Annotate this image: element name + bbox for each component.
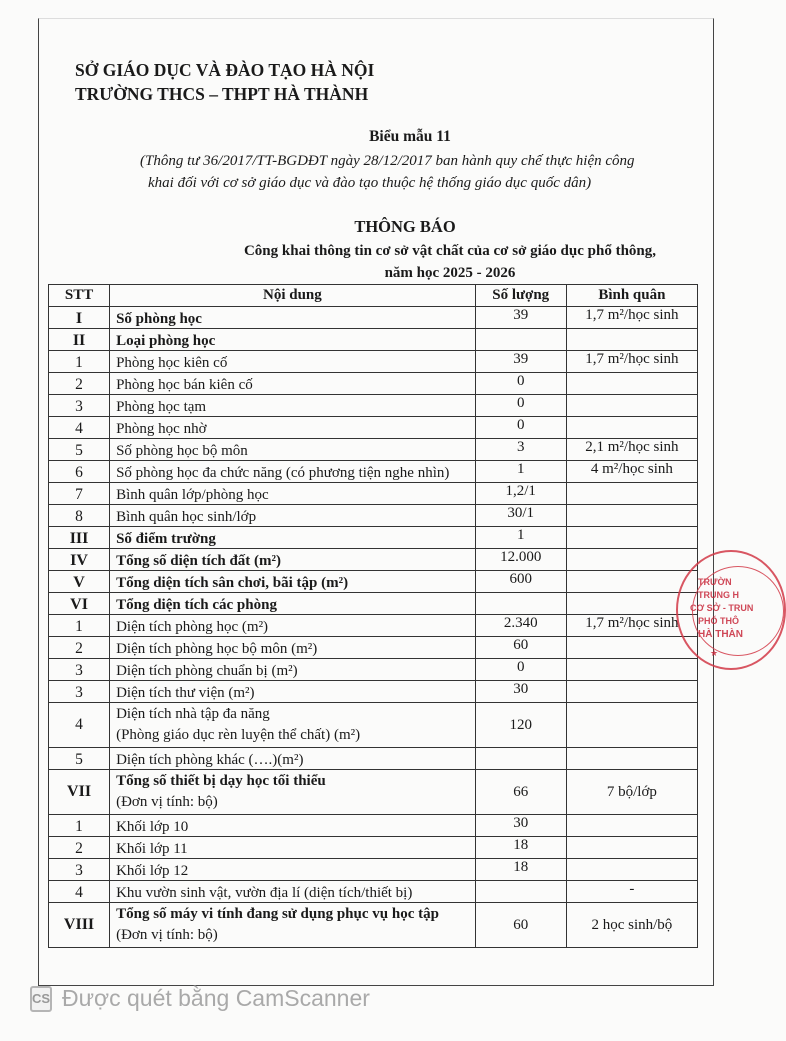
table-row xyxy=(49,483,698,505)
row-average xyxy=(566,571,697,593)
row-stt: VIII xyxy=(49,903,110,948)
camscanner-logo-icon: CS xyxy=(30,986,52,1012)
table-row xyxy=(49,748,698,770)
row-content xyxy=(110,439,476,461)
table-row xyxy=(49,615,698,637)
table-row xyxy=(49,859,698,881)
row-content xyxy=(110,748,476,770)
row-content xyxy=(110,593,476,615)
table-row xyxy=(49,505,698,527)
form-title: Biểu mẫu 11 xyxy=(369,128,451,145)
row-average: 1,7 m²/học sinh xyxy=(566,615,697,637)
table-row xyxy=(49,770,698,815)
header-average: Bình quân xyxy=(566,285,697,307)
row-content-line1: Số phòng học bộ môn xyxy=(116,443,248,459)
row-content xyxy=(110,527,476,549)
table-row xyxy=(49,837,698,859)
row-quantity: 0 xyxy=(475,373,566,395)
watermark-text: Được quét bằng CamScanner xyxy=(62,985,370,1011)
row-stt: 2 xyxy=(49,373,110,395)
row-stt: 3 xyxy=(49,395,110,417)
table-row xyxy=(49,329,698,351)
table-row xyxy=(49,351,698,373)
row-content xyxy=(110,417,476,439)
row-content xyxy=(110,571,476,593)
row-content xyxy=(110,637,476,659)
table-body xyxy=(49,307,698,948)
row-content-line1: Tổng số máy vi tính đang sử dụng phục vụ học tập xyxy=(116,906,439,922)
row-quantity xyxy=(475,881,566,903)
row-average xyxy=(566,527,697,549)
row-stt: 5 xyxy=(49,748,110,770)
row-content xyxy=(110,770,476,815)
row-average xyxy=(566,373,697,395)
row-stt: 4 xyxy=(49,703,110,748)
row-content-line1: Khu vườn sinh vật, vườn địa lí (diện tích/thiết bị) xyxy=(116,885,413,901)
camscanner-watermark xyxy=(30,985,370,1012)
row-quantity xyxy=(475,593,566,615)
row-content-line1: Tổng diện tích các phòng xyxy=(116,597,277,613)
row-content xyxy=(110,461,476,483)
row-content xyxy=(110,837,476,859)
form-legal-note xyxy=(140,150,700,194)
row-quantity: 600 xyxy=(475,571,566,593)
row-content xyxy=(110,659,476,681)
row-stt: VI xyxy=(49,593,110,615)
row-average xyxy=(566,859,697,881)
row-content xyxy=(110,505,476,527)
seal-text xyxy=(690,576,754,641)
row-stt: 3 xyxy=(49,681,110,703)
table-row xyxy=(49,903,698,948)
school-seal-stamp xyxy=(676,550,786,670)
row-content xyxy=(110,329,476,351)
table-row xyxy=(49,881,698,903)
row-quantity: 0 xyxy=(475,659,566,681)
row-average: 7 bộ/lớp xyxy=(566,770,697,815)
row-quantity: 2.340 xyxy=(475,615,566,637)
table-row xyxy=(49,307,698,329)
row-average xyxy=(566,417,697,439)
row-content-line1: Bình quân lớp/phòng học xyxy=(116,487,269,503)
table-header-row xyxy=(49,285,698,307)
row-average xyxy=(566,505,697,527)
row-average xyxy=(566,837,697,859)
row-stt: 4 xyxy=(49,417,110,439)
row-stt: 6 xyxy=(49,461,110,483)
row-content-line1: Số điểm trường xyxy=(116,531,216,547)
row-quantity: 1,2/1 xyxy=(475,483,566,505)
school-name: TRƯỜNG THCS – THPT HÀ THÀNH xyxy=(75,84,369,104)
row-content xyxy=(110,703,476,748)
table-row xyxy=(49,571,698,593)
notice-subtitle xyxy=(190,240,710,284)
row-stt: 1 xyxy=(49,815,110,837)
row-stt: 2 xyxy=(49,837,110,859)
row-stt: I xyxy=(49,307,110,329)
table-row xyxy=(49,417,698,439)
row-content xyxy=(110,615,476,637)
row-content-line1: Phòng học kiên cố xyxy=(116,355,228,371)
row-quantity: 120 xyxy=(475,703,566,748)
row-quantity: 60 xyxy=(475,637,566,659)
row-quantity: 3 xyxy=(475,439,566,461)
seal-line2: TRUNG H xyxy=(698,590,739,600)
row-quantity: 30/1 xyxy=(475,505,566,527)
row-stt: 7 xyxy=(49,483,110,505)
row-content xyxy=(110,881,476,903)
table-row xyxy=(49,527,698,549)
seal-line3: CƠ SỞ - TRUN xyxy=(690,603,754,613)
row-average xyxy=(566,549,697,571)
row-average: 2 học sinh/bộ xyxy=(566,903,697,948)
table-row xyxy=(49,439,698,461)
row-average: - xyxy=(566,881,697,903)
row-content-line2: (Đơn vị tính: bộ) xyxy=(116,794,218,810)
row-average: 2,1 m²/học sinh xyxy=(566,439,697,461)
row-content-line1: Diện tích phòng khác (….)(m²) xyxy=(116,752,304,768)
row-content-line1: Phòng học nhờ xyxy=(116,421,207,437)
table-row xyxy=(49,659,698,681)
organization-header xyxy=(75,58,374,106)
form-note-line1: (Thông tư 36/2017/TT-BGDĐT ngày 28/12/2017 ban hành quy chế thực hiện công xyxy=(140,153,635,169)
row-content-line1: Số phòng học đa chức năng (có phương tiện nghe nhìn) xyxy=(116,465,450,481)
header-stt: STT xyxy=(49,285,110,307)
row-content-line1: Diện tích phòng học (m²) xyxy=(116,619,269,635)
table-row xyxy=(49,373,698,395)
row-average xyxy=(566,329,697,351)
row-stt: VII xyxy=(49,770,110,815)
row-content xyxy=(110,351,476,373)
row-stt: IV xyxy=(49,549,110,571)
row-quantity: 60 xyxy=(475,903,566,948)
table-row xyxy=(49,703,698,748)
row-quantity: 12.000 xyxy=(475,549,566,571)
row-content-line1: Tổng diện tích sân chơi, bãi tập (m²) xyxy=(116,575,349,591)
seal-star-icon: ★ xyxy=(710,648,719,658)
row-content-line1: Khối lớp 10 xyxy=(116,819,189,835)
row-content xyxy=(110,483,476,505)
row-content-line2: (Phòng giáo dục rèn luyện thể chất) (m²) xyxy=(116,727,361,743)
row-content-line1: Tổng số thiết bị dạy học tối thiểu xyxy=(116,773,326,789)
facilities-table xyxy=(48,284,698,948)
table-row xyxy=(49,593,698,615)
notice-title: THÔNG BÁO xyxy=(354,217,456,236)
row-stt: 1 xyxy=(49,615,110,637)
row-quantity: 30 xyxy=(475,681,566,703)
row-stt: 2 xyxy=(49,637,110,659)
row-average xyxy=(566,815,697,837)
seal-line4: PHỔ THÔ xyxy=(698,616,740,626)
row-stt: 4 xyxy=(49,881,110,903)
row-content xyxy=(110,859,476,881)
row-content-line1: Tổng số diện tích đất (m²) xyxy=(116,553,282,569)
header-quantity: Số lượng xyxy=(475,285,566,307)
row-stt: 5 xyxy=(49,439,110,461)
row-content xyxy=(110,549,476,571)
row-content xyxy=(110,815,476,837)
row-content-line1: Loại phòng học xyxy=(116,333,216,349)
row-average xyxy=(566,659,697,681)
table-row xyxy=(49,637,698,659)
row-quantity: 30 xyxy=(475,815,566,837)
table-row xyxy=(49,681,698,703)
seal-line5: HÀ THÀN xyxy=(698,629,743,640)
notice-subtitle-line1: Công khai thông tin cơ sở vật chất của cơ sở giáo dục phổ thông, xyxy=(243,243,657,259)
row-average: 4 m²/học sinh xyxy=(566,461,697,483)
row-content-line1: Diện tích nhà tập đa năng xyxy=(116,706,270,722)
row-quantity: 66 xyxy=(475,770,566,815)
row-content xyxy=(110,681,476,703)
row-quantity xyxy=(475,748,566,770)
row-content-line1: Diện tích thư viện (m²) xyxy=(116,685,255,701)
row-quantity: 1 xyxy=(475,461,566,483)
row-average: 1,7 m²/học sinh xyxy=(566,351,697,373)
row-stt: V xyxy=(49,571,110,593)
header-content: Nội dung xyxy=(110,285,476,307)
notice-subtitle-line2: năm học 2025 - 2026 xyxy=(384,265,516,281)
department-name: SỞ GIÁO DỤC VÀ ĐÀO TẠO HÀ NỘI xyxy=(75,60,375,80)
row-stt: III xyxy=(49,527,110,549)
row-content xyxy=(110,373,476,395)
row-average xyxy=(566,748,697,770)
row-average xyxy=(566,483,697,505)
row-content-line1: Diện tích phòng học bộ môn (m²) xyxy=(116,641,318,657)
row-stt: 8 xyxy=(49,505,110,527)
row-content-line1: Phòng học tạm xyxy=(116,399,207,415)
row-content-line2: (Đơn vị tính: bộ) xyxy=(116,927,218,943)
row-quantity: 0 xyxy=(475,417,566,439)
row-stt: 3 xyxy=(49,859,110,881)
row-content-line1: Khối lớp 12 xyxy=(116,863,189,879)
row-quantity: 18 xyxy=(475,837,566,859)
row-content-line1: Phòng học bán kiên cố xyxy=(116,377,253,393)
table-row xyxy=(49,461,698,483)
row-quantity: 39 xyxy=(475,351,566,373)
seal-line1: TRƯỜN xyxy=(698,577,732,587)
row-quantity: 18 xyxy=(475,859,566,881)
row-stt: 3 xyxy=(49,659,110,681)
row-average: 1,7 m²/học sinh xyxy=(566,307,697,329)
row-quantity: 0 xyxy=(475,395,566,417)
table-row xyxy=(49,815,698,837)
row-average xyxy=(566,637,697,659)
form-note-line2: khai đối với cơ sở giáo dục và đào tạo thuộc hệ thống giáo dục quốc dân) xyxy=(148,175,592,191)
row-content-line1: Bình quân học sinh/lớp xyxy=(116,509,257,525)
row-content-line1: Số phòng học xyxy=(116,311,202,327)
table-row xyxy=(49,549,698,571)
row-quantity xyxy=(475,329,566,351)
row-content-line1: Diện tích phòng chuẩn bị (m²) xyxy=(116,663,298,679)
row-average xyxy=(566,703,697,748)
row-average xyxy=(566,395,697,417)
row-content xyxy=(110,903,476,948)
row-stt: II xyxy=(49,329,110,351)
row-quantity: 39 xyxy=(475,307,566,329)
row-content xyxy=(110,395,476,417)
row-average xyxy=(566,681,697,703)
table-row xyxy=(49,395,698,417)
row-content-line1: Khối lớp 11 xyxy=(116,841,188,857)
row-quantity: 1 xyxy=(475,527,566,549)
row-content xyxy=(110,307,476,329)
row-stt: 1 xyxy=(49,351,110,373)
